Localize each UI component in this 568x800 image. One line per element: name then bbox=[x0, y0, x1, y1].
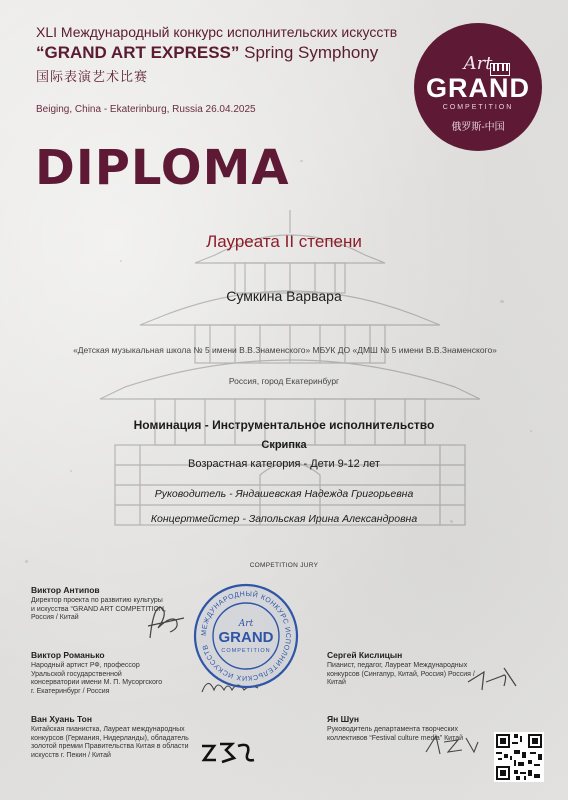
signature-kislitsyn-image bbox=[464, 662, 524, 694]
competition-title-chinese: 国际表演艺术比赛 bbox=[36, 69, 149, 84]
qr-code-image bbox=[494, 732, 544, 782]
instrument: Скрипка bbox=[261, 439, 307, 451]
stamp-grand-text: GRAND bbox=[218, 629, 274, 646]
stamp-ring-text: МЕЖДУНАРОДНЫЙ КОНКУРС ИСПОЛНИТЕЛЬСКИХ ИСКУССТВ bbox=[200, 590, 292, 682]
stamp-art-text: Art bbox=[238, 619, 254, 629]
jury-member bbox=[31, 650, 166, 696]
texture-speck bbox=[70, 470, 72, 472]
jury-member-name: Виктор Романько bbox=[31, 650, 105, 660]
jury-member-description: Директор проекта по развитию культуры и искусства “GRAND ART COMPETITION, Россия / Китай bbox=[31, 597, 166, 622]
signature-yang-image bbox=[422, 730, 482, 760]
signature-wang-image bbox=[198, 738, 258, 768]
jury-member-name: Ван Хуань Тон bbox=[31, 714, 92, 724]
stamp-competition-text: COMPETITION bbox=[221, 648, 271, 654]
texture-speck bbox=[300, 160, 303, 162]
age-category: Возрастная категория - Дети 9-12 лет bbox=[188, 458, 380, 470]
jury-member-name: Виктор Антипов bbox=[31, 585, 100, 595]
jury-member bbox=[327, 650, 482, 688]
competition-location-date: Beiging, China - Ekaterinburg, Russia 26.04.2025 bbox=[36, 104, 256, 115]
participant-name: Сумкина Варвара bbox=[226, 288, 342, 304]
grand-competition-logo bbox=[414, 23, 542, 151]
logo-countries-text: 俄罗斯-中国 bbox=[451, 122, 505, 133]
jury-member bbox=[31, 714, 201, 760]
diploma-title: DIPLOMA bbox=[35, 140, 290, 196]
participant-city: Россия, город Екатеринбург bbox=[228, 376, 340, 386]
jury-member-description: Пианист, педагог, Лауреат Международных конкурсов (Сингапур, Китай, Россия) Россия / Китай bbox=[327, 662, 475, 687]
logo-art-text: Art bbox=[463, 53, 493, 74]
signature-antipov-image bbox=[140, 598, 200, 644]
jury-member-description: Китайская пианистка, Лауреат международных конкурсов (Германия, Нидерланды), обладатель золотой премии Правительства Китая в области искусств г. Пекин / Китай bbox=[31, 726, 189, 759]
pagoda-watermark-image bbox=[95, 205, 485, 535]
teacher: Руководитель - Яндашевская Надежда Григорьевна bbox=[154, 488, 414, 500]
school-name: «Детская музыкальная школа № 5 имени В.В.Знаменского» МБУК ДО «ДМШ № 5 имени В.В.Знаменского» bbox=[73, 345, 497, 355]
jury-label: COMPETITION JURY bbox=[249, 562, 319, 569]
logo-grand-text: GRAND bbox=[426, 73, 530, 103]
competition-name: “GRAND ART EXPRESS” bbox=[36, 43, 240, 62]
jury-member-name: Ян Шун bbox=[327, 714, 360, 724]
nomination: Номинация - Инструментальное исполнительство bbox=[133, 418, 435, 432]
accompanist: Концертмейстер - Запольская Ирина Александровна bbox=[150, 513, 418, 525]
competition-stamp-image bbox=[192, 582, 300, 690]
competition-subtitle bbox=[36, 43, 378, 63]
jury-member-description: Народный артист РФ, профессор Уральской государственной консерватории имени М. П. Мусоргского г. Екатеринбург / Россия bbox=[31, 662, 163, 695]
competition-series: Spring Symphony bbox=[239, 43, 379, 62]
jury-member-description: Руководитель департамента творческих коллективов “Festival culture media” Китай bbox=[327, 726, 464, 742]
logo-competition-text: COMPETITION bbox=[442, 104, 514, 111]
jury-member-name: Сергей Кислицын bbox=[327, 650, 403, 660]
laureate-degree: Лауреата II степени bbox=[206, 232, 362, 251]
competition-title: XLI Международный конкурс исполнительских искусств bbox=[36, 24, 398, 40]
